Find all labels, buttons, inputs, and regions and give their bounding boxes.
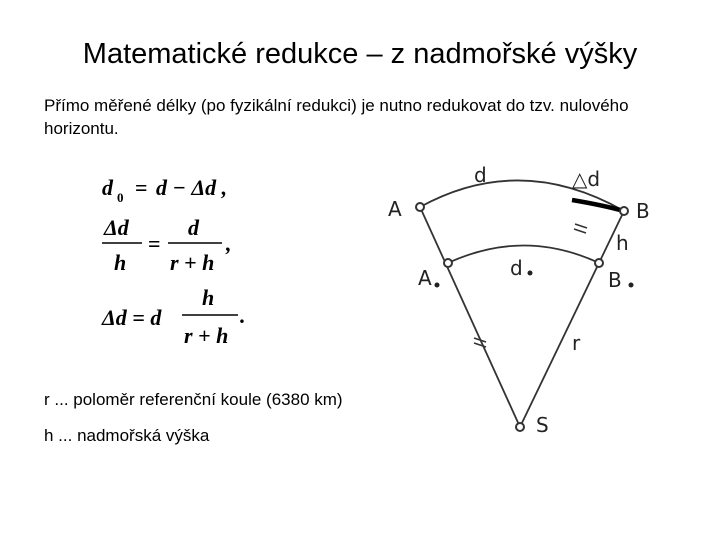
point-b bbox=[620, 207, 628, 215]
f2-end: , bbox=[226, 231, 232, 256]
arc-delta-d bbox=[572, 200, 624, 211]
tick-left-2 bbox=[474, 343, 486, 347]
f1-rhs: d − Δd , bbox=[156, 175, 228, 200]
label-b0: B bbox=[608, 268, 622, 292]
f3-end: . bbox=[240, 303, 246, 328]
slide-title: Matematické redukce – z nadmořské výšky bbox=[82, 38, 638, 70]
f1-eq: = bbox=[135, 175, 148, 200]
label-s: S bbox=[536, 413, 549, 437]
f3-den: r + h bbox=[184, 323, 229, 348]
legend-height: h ... nadmořská výška bbox=[44, 426, 210, 445]
f2-den1: h bbox=[114, 250, 127, 275]
tick-right-2 bbox=[574, 229, 586, 233]
point-a0 bbox=[444, 259, 452, 267]
f1-lhs: d bbox=[102, 175, 113, 200]
f1-sub: 0 bbox=[117, 190, 124, 205]
label-b: B bbox=[636, 199, 650, 223]
radial-line-right bbox=[520, 211, 624, 427]
f3-num: h bbox=[202, 285, 215, 310]
label-a0-dot bbox=[435, 283, 440, 288]
label-b0-dot bbox=[629, 283, 634, 288]
legend-radius: r ... poloměr referenční koule (6380 km) bbox=[44, 390, 343, 409]
label-d0: d bbox=[510, 256, 523, 280]
reduction-diagram bbox=[380, 160, 660, 450]
arc-reduced bbox=[448, 246, 599, 264]
label-a: A bbox=[388, 197, 402, 221]
f2-num2: d bbox=[188, 215, 199, 240]
f2-num1: Δd bbox=[104, 215, 129, 240]
point-a bbox=[416, 203, 424, 211]
label-d: d bbox=[474, 163, 487, 187]
tick-right-1 bbox=[575, 224, 587, 228]
label-r: r bbox=[572, 331, 581, 355]
intro-text: Přímo měřené délky (po fyzikální redukci) je nutno redukovat do tzv. nulového horizontu. bbox=[44, 96, 629, 138]
point-s bbox=[516, 423, 524, 431]
label-delta-d: △d bbox=[572, 167, 601, 191]
f3-lhs: Δd = d bbox=[102, 305, 162, 330]
radial-line-left bbox=[420, 207, 520, 427]
f2-eq: = bbox=[148, 231, 161, 256]
label-a0: A bbox=[418, 266, 432, 290]
formula-block bbox=[90, 165, 290, 355]
f2-den2: r + h bbox=[170, 250, 215, 275]
label-h: h bbox=[616, 231, 629, 255]
label-d0-dot bbox=[528, 271, 533, 276]
point-b0 bbox=[595, 259, 603, 267]
